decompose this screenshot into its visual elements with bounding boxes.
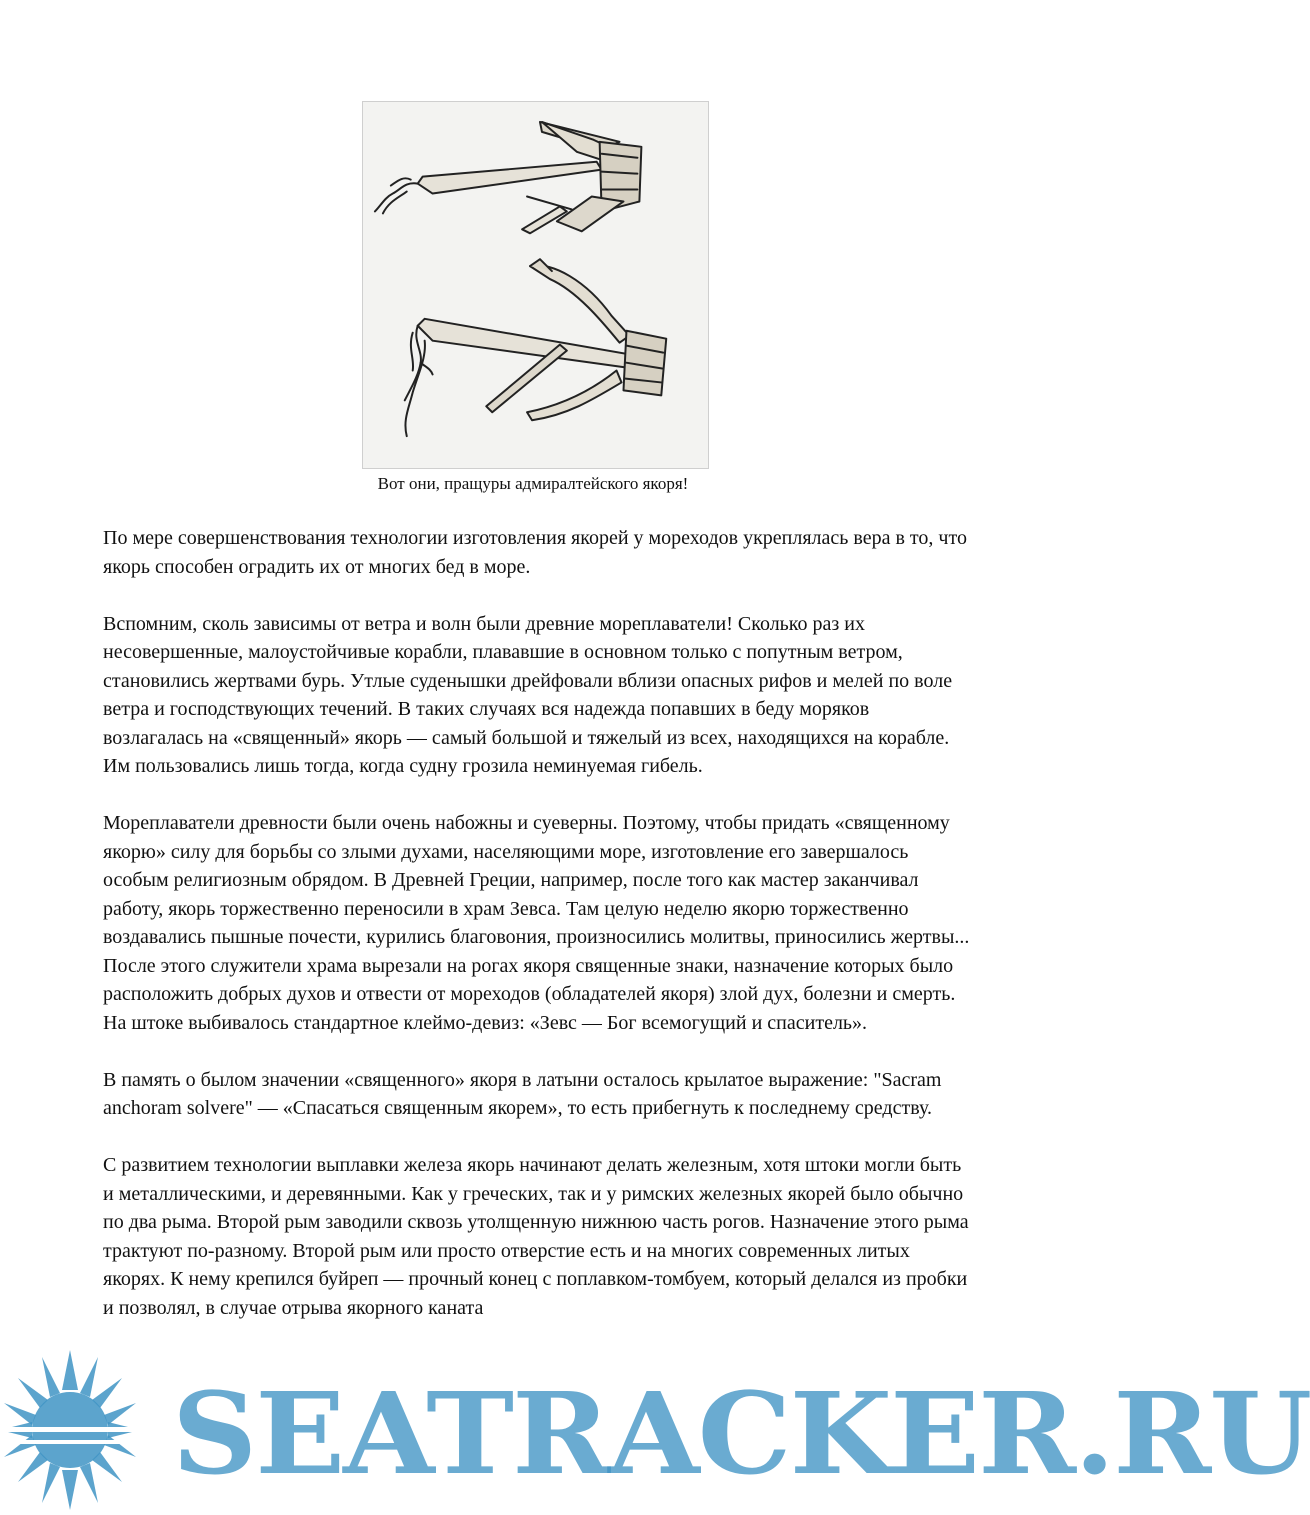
paragraph-2: Вспомним, сколь зависимы от ветра и волн были древние мореплаватели! Сколько раз их несовершенные, малоустойчивые корабли, плававшие в основном только с попутным ветром, становились жертвами бурь. Утлые суденышки дрейфовали вблизи опасных рифов и мелей по воле ветра и господствующих течений. В таких случаях вся надежда попавших в беду моряков возлагалась на «священный» якорь — самый большой и тяжелый из всех, находящихся на корабле. Им пользовались лишь тогда, когда судну грозила неминуемая гибель. (103, 612, 953, 777)
article-body (103, 524, 973, 1351)
anchors-illustration (362, 101, 709, 469)
paragraph-4: В память о былом значении «священного» якоря в латыни осталось крылатое выражение: "Sacram anchoram solvere" — «Спасаться священным якорем», то есть прибегнуть к последнему средству. (103, 1068, 942, 1119)
sun-rays-icon (0, 1345, 170, 1515)
figure-caption: Вот они, пращуры адмиралтейского якоря! (377, 474, 689, 493)
paragraph-5: С развитием технологии выплавки железа якорь начинают делать железным, хотя штоки могли быть и металлическими, и деревянными. Как у греческих, так и у римских железных якорей было обычно по два рыма. Второй рым заводили сквозь утолщенную нижнюю часть рогов. Назначение этого рыма трактуют по-разному. Второй рым или просто отверстие есть и на многих современных литых якорях. К нему крепился буйреп — прочный конец с поплавком-томбуем, который делался из пробки и позволял, в случае отрыва якорного каната (103, 1154, 969, 1319)
paragraph-3: Мореплаватели древности были очень набожны и суеверны. Поэтому, чтобы придать «священному якорю» силу для борьбы со злыми духами, населяющими море, изготовление его завершалось особым религиозным обрядом. В Древней Греции, например, после того как мастер заканчивал работу, якорь торжественно переносили в храм Зевса. Там целую неделю якорю торжественно воздавались пышные почести, курились благовония, произносились молитвы, приносились жертвы... После этого служители храма вырезали на рогах якоря священные знаки, назначение которых было расположить добрых духов и отвести от мореходов (обладателей якоря) злой дух, болезни и смерть. На штоке выбивалось стандартное клеймо-девиз: «Зевс — Бог всемогущий и спаситель». (103, 812, 970, 1034)
anchors-drawing (363, 102, 708, 468)
paragraph-1: По мере совершенствования технологии изготовления якорей у мореходов укреплялась вера в то, что якорь способен оградить их от многих бед в море. (103, 527, 967, 578)
watermark-text: SEATRACKER.RU (172, 1367, 1310, 1500)
